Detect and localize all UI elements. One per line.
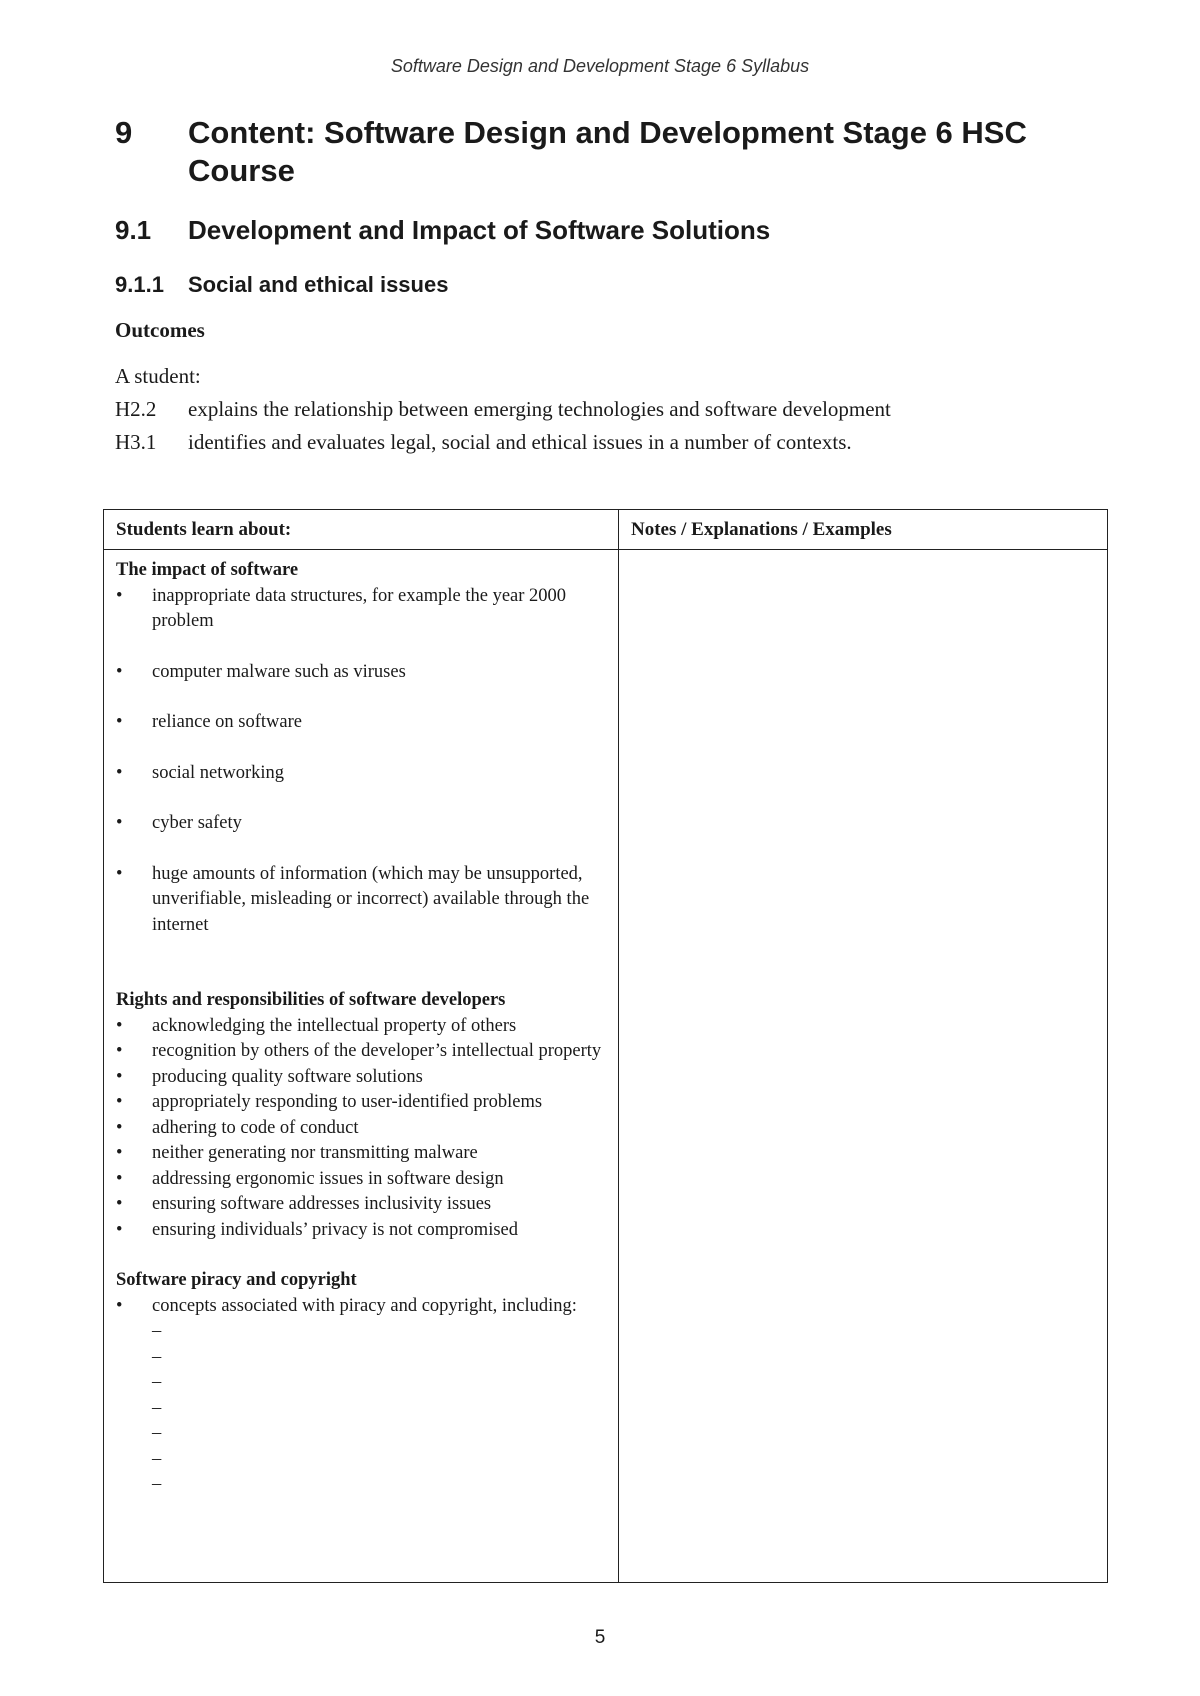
bullet-icon: •: [116, 1143, 123, 1163]
bullet-icon: •: [116, 1117, 123, 1138]
chapter-number: 9: [115, 115, 133, 150]
list-item: • reliance on software: [116, 710, 611, 736]
bullet-icon: •: [116, 1295, 123, 1316]
learn-about-column: [116, 558, 611, 1498]
list-item: • adhering to code of conduct: [116, 1116, 611, 1142]
list-item: • ensuring individuals’ privacy is not compromised: [116, 1218, 611, 1244]
list-item: • concepts associated with piracy and copyright, including:: [116, 1294, 611, 1320]
outcome-text: explains the relationship between emerging technologies and software development: [188, 397, 891, 421]
content-table: [103, 509, 1108, 1583]
outcome-item: [115, 397, 891, 422]
section-title: Development and Impact of Software Solutions: [188, 215, 771, 245]
list-item: • addressing ergonomic issues in software design: [116, 1167, 611, 1193]
list-item: • appropriately responding to user-identified problems: [116, 1090, 611, 1116]
bullet-icon: •: [116, 712, 123, 732]
bullet-icon: •: [116, 762, 123, 783]
dash-icon: –: [152, 1321, 162, 1341]
outcomes-title: Outcomes: [115, 318, 205, 342]
list-item: • social networking: [116, 761, 611, 787]
section-impact: [116, 558, 611, 938]
sub-list-item: [116, 1396, 611, 1422]
bullet-icon: •: [116, 1066, 123, 1087]
col-header-learn-about: Students learn about:: [116, 519, 292, 540]
bullet-icon: •: [116, 1168, 123, 1189]
section-title-piracy: Software piracy and copyright: [116, 1270, 357, 1290]
bullet-icon: •: [116, 813, 123, 833]
outcome-code: H2.2: [115, 397, 157, 421]
subsection-heading: [115, 272, 448, 298]
list-item: • recognition by others of the developer’s intellectual property: [116, 1039, 611, 1065]
subsection-number: 9.1.1: [115, 272, 164, 297]
dash-icon: –: [152, 1372, 162, 1392]
outcome-text: identifies and evaluates legal, social and ethical issues in a number of contexts.: [188, 430, 852, 454]
bullet-icon: •: [116, 585, 123, 606]
col-header-notes: Notes / Explanations / Examples: [631, 519, 892, 540]
section-title-impact: The impact of software: [116, 560, 299, 580]
list-item: • producing quality software solutions: [116, 1065, 611, 1091]
chapter-title: Content: Software Design and Development Stage 6 HSC Course: [188, 115, 1027, 188]
sub-list-item: [116, 1345, 611, 1371]
list-item: • neither generating nor transmitting malware: [116, 1141, 611, 1167]
sub-list-item: [116, 1370, 611, 1396]
dash-icon: –: [152, 1448, 162, 1469]
outcome-code: H3.1: [115, 430, 157, 454]
list-item: • ensuring software addresses inclusivity issues: [116, 1192, 611, 1218]
subsection-title: Social and ethical issues: [188, 272, 449, 297]
outcome-item: [115, 430, 852, 455]
list-item: • huge amounts of information (which may be unsupported, unverifiable, misleading or incorrect) available through the internet: [116, 862, 611, 939]
dash-icon: –: [152, 1423, 162, 1443]
running-header: Software Design and Development Stage 6 Syllabus: [390, 56, 810, 76]
bullet-icon: •: [116, 1194, 123, 1214]
column-divider: [618, 510, 619, 1582]
sub-list-item: [116, 1472, 611, 1498]
page-number: 5: [594, 1627, 606, 1648]
section-heading: [115, 215, 770, 246]
sub-list-item: [116, 1447, 611, 1473]
list-item: • acknowledging the intellectual property of others: [116, 1014, 611, 1040]
list-item: • cyber safety: [116, 811, 611, 837]
header-divider: [104, 549, 1107, 550]
section-rights: [116, 988, 611, 1243]
bullet-icon: •: [116, 1092, 123, 1112]
section-title-rights: Rights and responsibilities of software developers: [116, 990, 506, 1010]
sub-list-item: [116, 1421, 611, 1447]
section-piracy: [116, 1268, 611, 1498]
list-item: • inappropriate data structures, for example the year 2000 problem: [116, 584, 611, 635]
section-number: 9.1: [115, 215, 152, 245]
bullet-icon: •: [116, 661, 123, 682]
bullet-icon: •: [116, 863, 123, 884]
bullet-icon: •: [116, 1219, 123, 1240]
list-item: • computer malware such as viruses: [116, 660, 611, 686]
bullet-icon: •: [116, 1015, 123, 1036]
dash-icon: –: [152, 1346, 162, 1367]
dash-icon: –: [152, 1397, 162, 1418]
sub-list-item: [116, 1319, 611, 1345]
dash-icon: –: [152, 1474, 162, 1494]
bullet-icon: •: [116, 1041, 123, 1061]
outcomes-intro: A student:: [115, 364, 201, 388]
chapter-heading: [115, 114, 1095, 190]
